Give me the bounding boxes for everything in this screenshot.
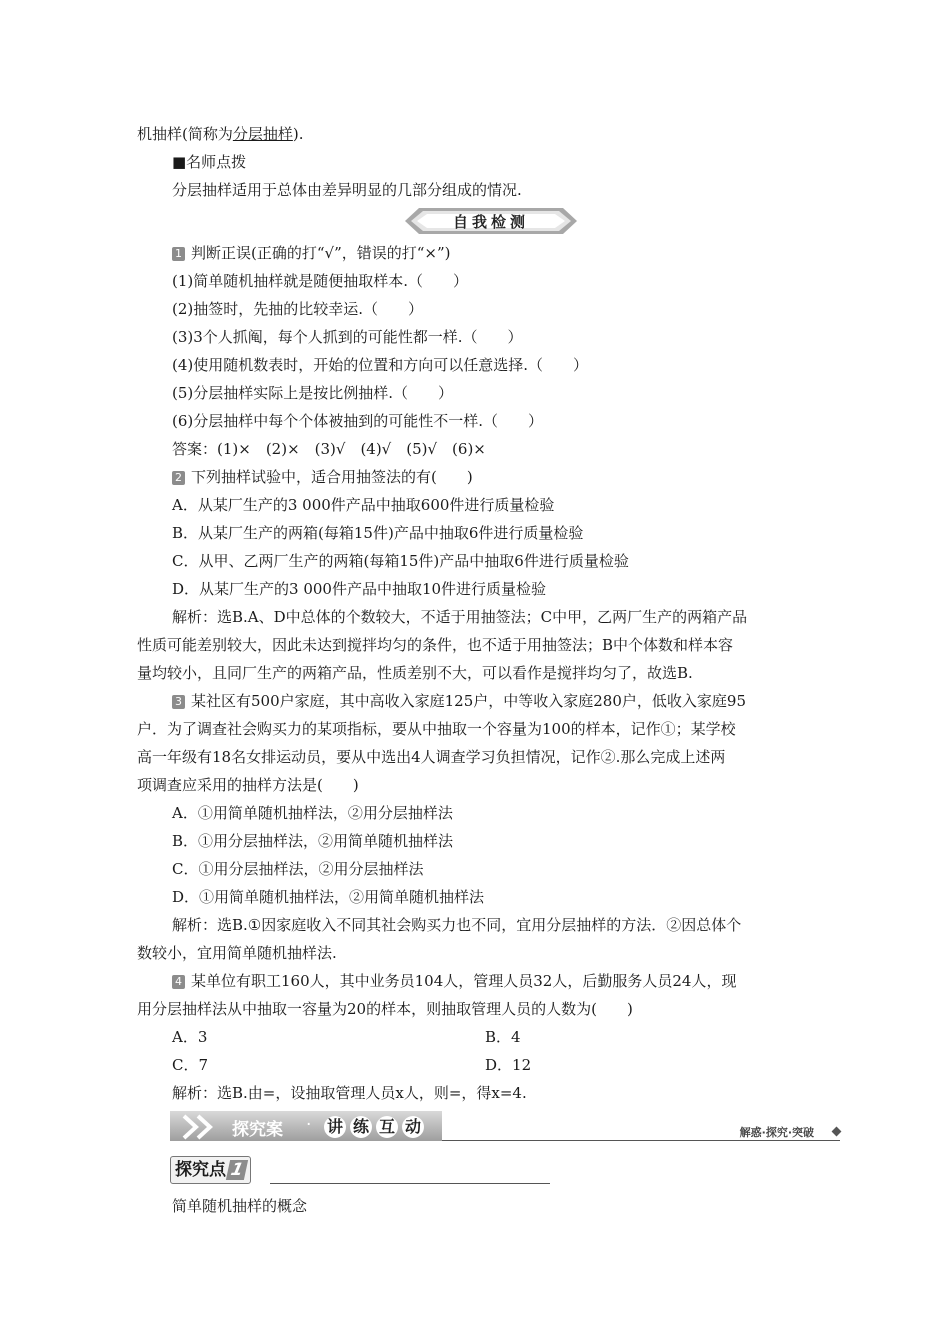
q4-option: A．3 (172, 1028, 208, 1046)
q1-item: (6)分层抽样中每个个体被抽到的可能性不一样.（ ） (172, 412, 544, 430)
q2-analysis: 量均较小，且同厂生产的两箱产品，性质差别不大，可以看作是搅拌均匀了，故选B. (137, 664, 693, 682)
explore-point-label: 探究点 1 (170, 1156, 251, 1184)
q3-stem: 高一年级有18名女排运动员，要从中选出4人调查学习负担情况，记作②.那么完成上述两 (137, 748, 726, 766)
section-rule (442, 1140, 840, 1141)
q4-option: B．4 (485, 1028, 521, 1046)
q3-analysis: 数较小，宜用简单随机抽样法. (137, 944, 337, 962)
section-header (170, 1108, 842, 1146)
q4-number-badge: 4 (172, 975, 185, 989)
q3-stem: 户．为了调查社会购买力的某项指标，要从中抽取一个容量为100的样本，记作①；某学校 (137, 720, 736, 738)
tip-title: ■名师点拨 (172, 153, 247, 171)
explore-point-header (170, 1156, 550, 1186)
q1-number-badge: 1 (172, 247, 185, 261)
q1-item: (1)简单随机抽样就是随便抽取样本.（ ） (172, 272, 469, 290)
q2-analysis: 解析：选B.A、D中总体的个数较大，不适于用抽签法；C中甲，乙两厂生产的两箱产品 (172, 608, 748, 626)
q4-analysis: 解析：选B.由=，设抽取管理人员x人，则=，得x=4. (172, 1084, 527, 1102)
q3-analysis: 解析：选B.①因家庭收入不同其社会购买力也不同，宜用分层抽样的方法．②因总体个 (172, 916, 742, 934)
section-separator: · (306, 1115, 312, 1135)
q3-number-badge: 3 (172, 695, 185, 709)
diamond-icon (832, 1127, 842, 1137)
q4-option: D．12 (485, 1056, 532, 1074)
q3-option: A．①用简单随机抽样法，②用分层抽样法 (172, 804, 453, 822)
term-stratified-sampling: 分层抽样 (232, 125, 293, 143)
explore-point-rule (270, 1183, 550, 1184)
section-subtitle-char: 互 (376, 1116, 398, 1138)
q3-stem: 项调查应采用的抽样方法是( ) (137, 776, 359, 794)
q1-stem: 1 判断正误(正确的打“√”，错误的打“×”) (172, 243, 451, 263)
q3-option: B．①用分层抽样法，②用简单随机抽样法 (172, 832, 454, 850)
section-subtitle-char: 讲 (324, 1116, 346, 1138)
tip-text: 分层抽样适用于总体由差异明显的几部分组成的情况. (172, 181, 522, 199)
q1-item: (5)分层抽样实际上是按比例抽样.（ ） (172, 384, 454, 402)
section-title: 探究案 (232, 1120, 283, 1140)
q3-option: D．①用简单随机抽样法，②用简单随机抽样法 (172, 888, 485, 906)
q3-option: C．①用分层抽样法，②用分层抽样法 (172, 860, 424, 878)
q4-stem: 4 某单位有职工160人，其中业务员104人，管理人员32人，后勤服务人员24人，现 (172, 971, 736, 991)
intro-line: 机抽样(简称为分层抽样). (137, 125, 304, 143)
q1-item: (4)使用随机数表时，开始的位置和方向可以任意选择.（ ） (172, 356, 589, 374)
section-tagline: 解惑·探究·突破 (739, 1126, 814, 1139)
q4-option: C．7 (172, 1056, 209, 1074)
explore-point-number: 1 (226, 1160, 248, 1180)
self-check-banner (405, 206, 577, 236)
q2-option: A．从某厂生产的3 000件产品中抽取600件进行质量检验 (172, 496, 555, 514)
q3-stem: 3 某社区有500户家庭，其中高收入家庭125户，中等收入家庭280户，低收入家庭95 (172, 691, 746, 711)
q1-item: (3)3个人抓阄，每个人抓到的可能性都一样.（ ） (172, 328, 523, 346)
q1-item: (2)抽签时，先抽的比较幸运.（ ） (172, 300, 424, 318)
q1-answer: 答案：(1)× (2)× (3)√ (4)√ (5)√ (6)× (172, 440, 486, 458)
q2-number-badge: 2 (172, 471, 185, 485)
explore-point-topic: 简单随机抽样的概念 (172, 1197, 308, 1215)
section-subtitle-char: 练 (350, 1116, 372, 1138)
q2-analysis: 性质可能差别较大，因此未达到搅拌均匀的条件，也不适于用抽签法；B中个体数和样本容 (137, 636, 734, 654)
q2-stem: 2 下列抽样试验中，适合用抽签法的有( ) (172, 467, 473, 487)
q2-option: B．从某厂生产的两箱(每箱15件)产品中抽取6件进行质量检验 (172, 524, 584, 542)
double-chevron-icon (180, 1114, 226, 1140)
q2-option: D．从某厂生产的3 000件产品中抽取10件进行质量检验 (172, 580, 547, 598)
banner-title: 自我检测 (452, 213, 529, 231)
q4-stem: 用分层抽样法从中抽取一容量为20的样本，则抽取管理人员的人数为( ) (137, 1000, 633, 1018)
section-subtitle-char: 动 (402, 1116, 424, 1138)
q2-option: C．从甲、乙两厂生产的两箱(每箱15件)产品中抽取6件进行质量检验 (172, 552, 629, 570)
